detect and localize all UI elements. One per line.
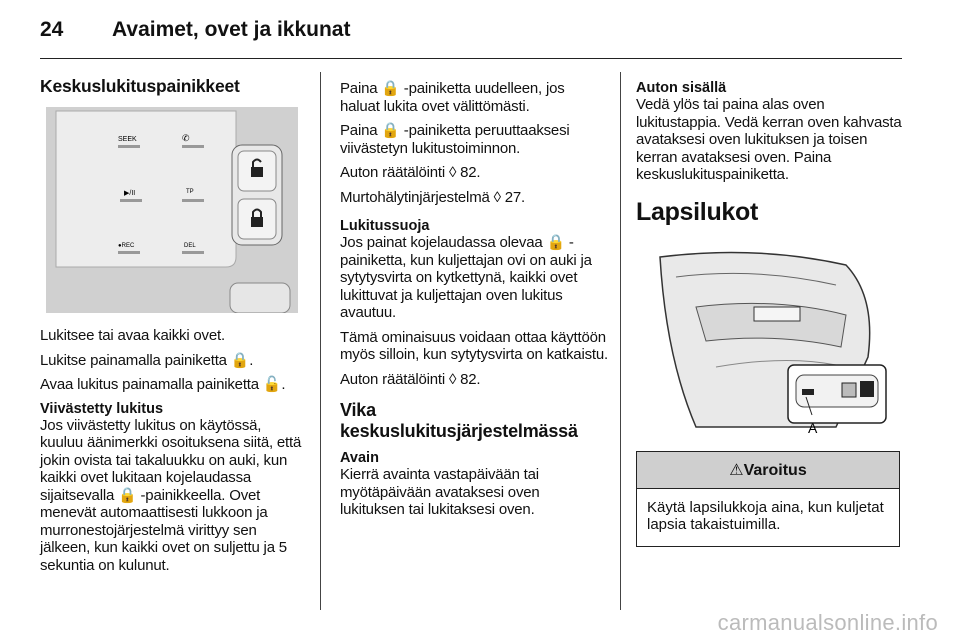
- column-divider-2: [620, 72, 621, 610]
- del-label: DEL: [184, 243, 196, 249]
- section-heading-fault: Vika keskuslukitusjärjestelmässä: [340, 400, 578, 441]
- header-rule: [40, 58, 902, 59]
- paragraph-cancel-delay: Paina 🔒 -painiketta peruuttaaksesi viivästetyn lukitustoiminnon.: [340, 122, 570, 157]
- page-number: 24: [40, 18, 64, 41]
- column-1: [40, 76, 308, 581]
- section-heading-central-locking: Keskuslukituspainikkeet: [40, 76, 240, 96]
- child-lock-door-figure: [636, 237, 900, 437]
- subheading-key: Avain: [340, 450, 379, 466]
- tp-label: TP: [186, 189, 194, 195]
- paragraph-customization-ref-2: Auton räätälöinti ◊ 82.: [340, 370, 481, 388]
- subheading-delayed-locking: Viivästetty lukitus: [40, 400, 164, 417]
- warning-title: ⚠Varoitus: [637, 452, 899, 489]
- warning-box: [636, 451, 900, 547]
- paragraph-ignition-off: Tämä ominaisuus voidaan ottaa käyttöön myös silloin, kun sytytysvirta on katkaistu.: [340, 328, 608, 363]
- figure-callout-a: A: [808, 419, 818, 436]
- subheading-lockout-protection: Lukitussuoja: [340, 218, 430, 234]
- paragraph-inside-car: Vedä ylös tai paina alas oven lukitustappia. Vedä kerran oven kahvasta avataksesi oven lukituksen ja toisen kerran avataksesi oven. Paina keskuslukituspainiketta.: [636, 96, 902, 183]
- seek-label: SEEK: [118, 136, 137, 143]
- central-locking-illustration: [46, 107, 298, 313]
- play-pause-label: ▶/II: [124, 190, 136, 197]
- window-lock-switch-icon: [802, 389, 814, 395]
- phone-icon: ✆: [182, 133, 190, 143]
- paragraph-customization-ref: Auton räätälöinti ◊ 82.: [340, 164, 481, 181]
- column-3: [636, 80, 906, 547]
- paragraph-lock-press: Lukitse painamalla painiketta 🔒.: [40, 351, 254, 369]
- warning-text: Käytä lapsilukkoja aina, kun kuljetat lapsia takaistuimilla.: [647, 498, 884, 533]
- rec-label: ●REC: [118, 243, 135, 249]
- door-illustration: [636, 237, 900, 437]
- paragraph-unlock-press: Avaa lukitus painamalla painiketta 🔓.: [40, 376, 286, 393]
- paragraph-key: Kierrä avainta vastapäivään tai myötäpäivään avataksesi oven lukituksen tai lukitaksesi oven.: [340, 466, 540, 518]
- paragraph-alarm-ref: Murtohälytinjärjestelmä ◊ 27.: [340, 188, 526, 206]
- paragraph-lockout-protection: Jos painat kojelaudassa olevaa 🔒 -painiketta, kun kuljettajan ovi on auki ja sytytysvirta on kytkettynä, kaikki ovet lukittuvat ja kuljettajan oven lukitus avautuu.: [340, 234, 592, 321]
- paragraph-lock-unlock-all: Lukitsee tai avaa kaikki ovet.: [40, 327, 225, 344]
- central-locking-buttons-figure: [46, 107, 298, 313]
- column-2: [340, 80, 608, 526]
- paragraph-press-again: Paina 🔒 -painiketta uudelleen, jos haluat lukita ovet välittömästi.: [340, 80, 565, 115]
- section-heading-child-locks: Lapsilukot: [636, 197, 759, 226]
- column-divider-1: [320, 72, 321, 610]
- chapter-title: Avaimet, ovet ja ikkunat: [112, 18, 351, 41]
- child-lock-icon: [842, 383, 856, 397]
- page-header: [40, 18, 350, 42]
- watermark: carmanualsonline.info: [717, 610, 938, 635]
- paragraph-delayed-locking: Jos viivästetty lukitus on käytössä, kuuluu äänimerkki osoituksena siitä, että jokin ovista tai takaluukku on auki, kun kaikki ovet lukitaan kojelaudassa sijaitsevalla 🔒 -painikkeella. Ovet menevät automaattisesti lukkoon ja murronestojärjestelmä virittyy sen jälkeen, kun kaikki ovet on suljettu ja 5 sekuntia on kulunut.: [40, 416, 302, 574]
- lock-button-icon: [860, 381, 874, 397]
- subheading-inside-car: Auton sisällä: [636, 80, 727, 96]
